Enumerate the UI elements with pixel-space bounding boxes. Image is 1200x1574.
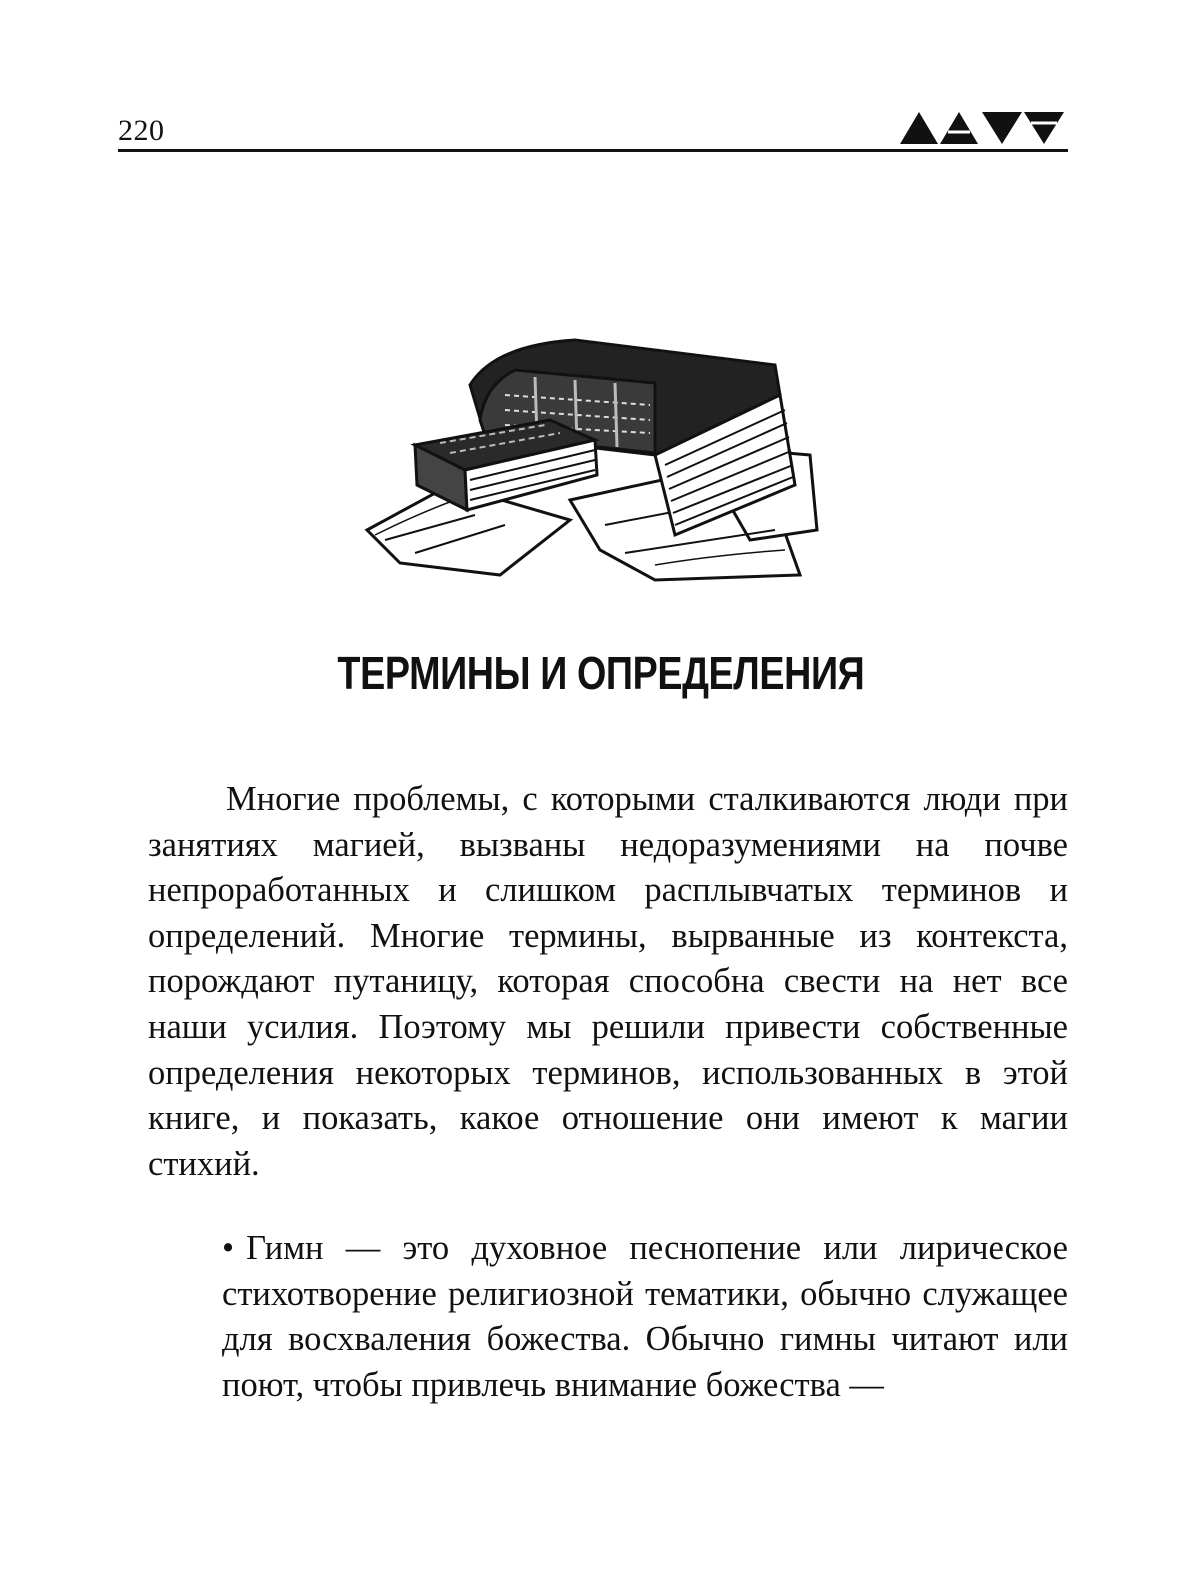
bullet: • <box>222 1229 235 1267</box>
element-symbols <box>898 108 1066 146</box>
fire-triangle-icon <box>900 112 938 144</box>
earth-triangle-icon <box>1024 112 1064 144</box>
term-text: Гимн — это духовное песнопение или лирическое стихотворение религиозной тематики, обычно служащее для восхваления божества. Обычно гимны читают или поют, чтобы привлечь внимание божества — <box>222 1229 1068 1404</box>
term-item-hymn <box>222 1226 1068 1408</box>
stacked-books-illustration <box>355 325 825 605</box>
chapter-title: ТЕРМИНЫ И ОПРЕДЕЛЕНИЯ <box>337 646 865 699</box>
page-header <box>118 108 1068 152</box>
intro-paragraph: Многие проблемы, с которыми сталкиваются люди при занятиях магией, вызваны недоразумениями на почве непроработанных и слишком расплывчатых терминов и определений. Многие термины, вырванные из контекста, порождают путаницу, которая способна свести на нет все наши усилия. Поэтому мы решили привести собственные определения некоторых терминов, использованных в этой книге, и показать, какое отношение они имеют к магии стихий. <box>148 780 1068 1183</box>
page-number: 220 <box>118 114 165 147</box>
water-triangle-icon <box>982 112 1022 144</box>
terms-list <box>222 1226 1068 1408</box>
air-triangle-icon <box>940 112 978 144</box>
small-book <box>415 420 597 510</box>
